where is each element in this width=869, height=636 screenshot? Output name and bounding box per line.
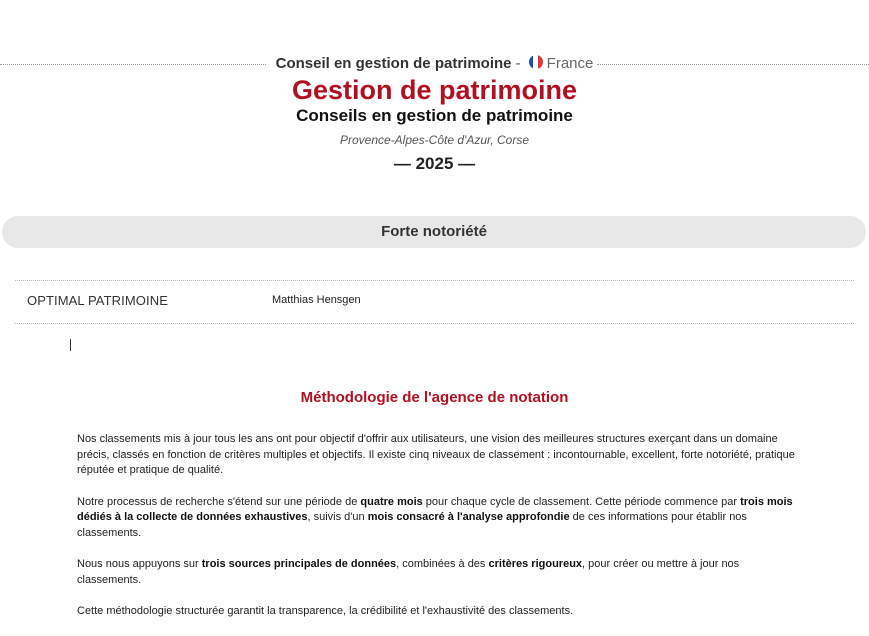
france-flag-icon (529, 55, 543, 69)
text-run: , suivis d'un (307, 511, 368, 523)
bold-text: trois mois dédiés à la collecte de données exhaustives (77, 495, 793, 523)
region-label: Provence-Alpes-Côte d'Azur, Corse (339, 133, 530, 147)
page-title: Gestion de patrimoine (291, 75, 578, 105)
ranking-level-label: Forte notoriété (381, 223, 487, 240)
text-run: , combinées à des (396, 558, 489, 570)
bold-text: trois sources principales de données (201, 558, 397, 570)
firm-name[interactable]: OPTIMAL PATRIMOINE (27, 293, 168, 308)
text-run: , pour créer ou mettre à jour nos classements. (77, 558, 740, 586)
text-cursor (70, 339, 71, 351)
methodology-paragraph-1: Nos classements mis à jour tous les ans ont pour objectif d'offrir aux utilisateurs, une vision des meilleures structures exerçant dans un domaine précis, classés en fonction de critères multiples et objectifs. Il existe cinq niveaux de classement : incontournable, excellent, forte notoriété, pratique réputée et pratique de qualité. (77, 433, 795, 476)
bold-text: quatre mois (360, 495, 423, 508)
ranking-level-bar (2, 216, 866, 248)
methodology-paragraph-4: Cette méthodologie structurée garantit la transparence, la crédibilité et l'exhaustivité des classements. (77, 605, 574, 617)
bold-text: critères rigoureux (488, 558, 583, 570)
text-run: Nous nous appuyons sur (77, 558, 202, 570)
methodology-paragraph-3 (77, 557, 795, 588)
country-link[interactable]: France (546, 55, 594, 72)
page-subtitle: Conseils en gestion de patrimoine (296, 106, 573, 125)
year-label: — 2025 — (393, 154, 476, 173)
header-separator: - (515, 55, 521, 72)
header-title (0, 52, 869, 76)
header-line (0, 52, 869, 76)
ranking-row (15, 280, 854, 324)
methodology-paragraph-2 (77, 495, 795, 542)
person-name: Matthias Hensgen (272, 294, 361, 306)
bold-text: mois consacré à l'analyse approfondie (367, 511, 570, 523)
methodology-title: Méthodologie de l'agence de notation (300, 389, 569, 406)
text-run: de ces informations pour établir nos classements. (77, 511, 747, 539)
methodology-body (77, 432, 795, 636)
category-link[interactable]: Conseil en gestion de patrimoine (275, 55, 512, 72)
text-run: Notre processus de recherche s'étend sur une période de (77, 495, 361, 508)
text-run: pour chaque cycle de classement. Cette période commence par (422, 495, 741, 508)
